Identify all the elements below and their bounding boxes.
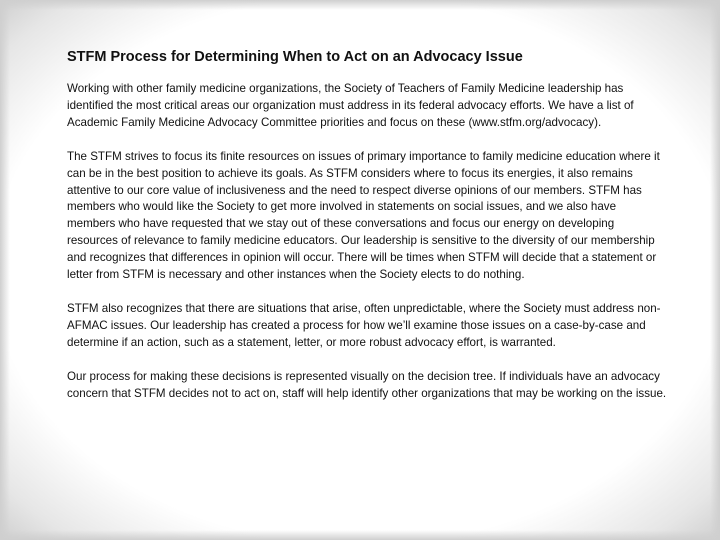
paragraph-non-afmac: STFM also recognizes that there are situations that arise, often unpredictable, where the Society must address non-AFMAC issues. Our leadership has created a process for how we’ll examine those issues on a case-by-case and determine if an action, such as a statement, letter, or more robust advocacy effort, is warranted. — [67, 301, 661, 349]
document-body — [67, 47, 667, 420]
frame-shadow-right — [710, 0, 720, 540]
paragraph-intro: Working with other family medicine organizations, the Society of Teachers of Family Medicine leadership has identified the most critical areas our organization must address in its federal advocacy efforts. We have a list of Academic Family Medicine Advocacy Committee priorities and focus on these (www.stfm.org/advocacy). — [67, 82, 634, 129]
paragraph-focus: The STFM strives to focus its finite resources on issues of primary importance to family medicine education where it can be in the best position to achieve its goals. As STFM considers where to focus its energies, it also remains attentive to our core value of inclusiveness and the need to respect diverse opinions of our members. STFM has members who would like the Society to get more involved in statements on social issues, and we also have members who have requested that we stay out of these conversations and focus our energy on developing resources of relevance to family medicine educators. Our leadership is sensitive to the diversity of our membership and recognizes that differences in opinion will occur. There will be times when STFM will decide that a statement or letter from STFM is necessary and other instances when the Society elects to do nothing. — [67, 149, 660, 282]
paragraph-decision-process: Our process for making these decisions is represented visually on the decision tree. If individuals have an advocacy concern that STFM decides not to act on, staff will help identify other organizations that may be working on the issue. — [67, 369, 667, 400]
page-title: STFM Process for Determining When to Act on an Advocacy Issue — [67, 49, 523, 65]
frame-shadow-bottom — [0, 530, 720, 540]
frame-shadow-top — [0, 0, 720, 10]
frame-shadow-left — [0, 0, 10, 540]
